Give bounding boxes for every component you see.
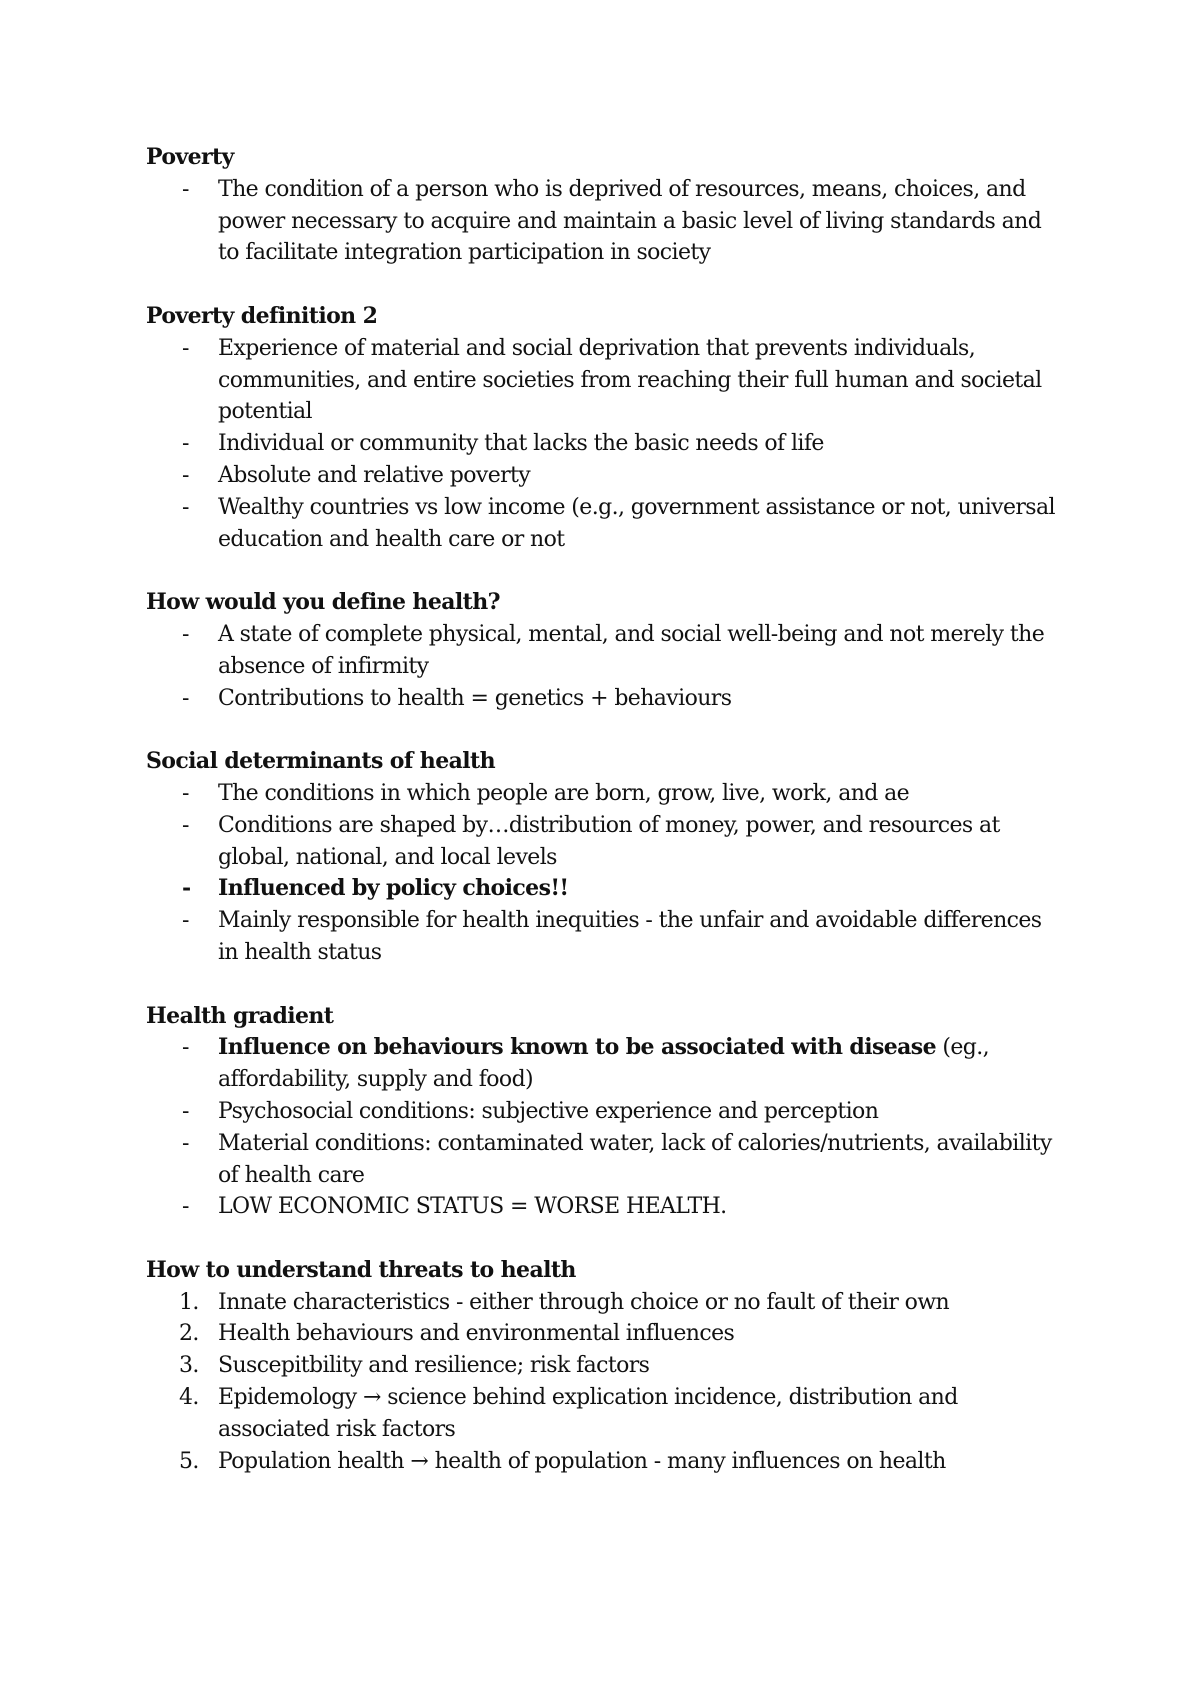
dash-marker: -	[182, 780, 189, 806]
item-bold-text: Influence on behaviours known to be associated with disease	[218, 1034, 936, 1061]
list-item-emphasis	[146, 873, 1066, 905]
list-item	[146, 905, 1066, 969]
list-item	[146, 1128, 1066, 1192]
item-text: Psychosocial conditions: subjective experience and perception	[218, 1098, 879, 1124]
list-item	[146, 333, 1066, 428]
item-text: Influenced by policy choices!!	[218, 875, 569, 902]
list-item	[146, 810, 1066, 874]
dash-marker: -	[182, 494, 189, 520]
numbered-item	[146, 1382, 1066, 1446]
item-text: LOW ECONOMIC STATUS = WORSE HEALTH.	[218, 1194, 727, 1220]
section-heading: Social determinants of health	[146, 748, 495, 775]
list-item	[146, 619, 1066, 683]
item-text: Population health → health of population - many influences on health	[218, 1448, 946, 1474]
number-marker: 2.	[179, 1321, 199, 1347]
list-item	[146, 683, 1066, 715]
item-text: Material conditions: contaminated water, lack of calories/nutrients, availability of health care	[218, 1130, 1052, 1188]
item-text: Individual or community that lacks the basic needs of life	[218, 431, 824, 457]
item-text: Conditions are shaped by…distribution of money, power, and resources at global, national, and local levels	[218, 812, 1000, 870]
item-text: (eg., affordability, supply and food)	[218, 1035, 990, 1093]
numbered-item	[146, 1287, 1066, 1319]
section-poverty	[146, 142, 1066, 269]
dash-marker: -	[182, 1098, 189, 1124]
dash-marker: -	[182, 875, 191, 902]
section-define-health	[146, 587, 1066, 714]
item-text: The condition of a person who is deprived of resources, means, choices, and power necessary to acquire and maintain a basic level of living standards and to facilitate integration participation in society	[218, 176, 1042, 266]
number-marker: 3.	[179, 1353, 199, 1379]
dash-marker: -	[182, 431, 189, 457]
list-item	[146, 1032, 1066, 1096]
list-item	[146, 1191, 1066, 1223]
dash-marker: -	[182, 462, 189, 488]
item-text: Health behaviours and environmental influences	[218, 1321, 735, 1347]
section-heading: How to understand threats to health	[146, 1256, 576, 1283]
item-text: Experience of material and social deprivation that prevents individuals, communities, and entire societies from reaching their full human and societal potential	[218, 335, 1042, 425]
item-text: Contributions to health = genetics + behaviours	[218, 685, 732, 711]
numbered-item	[146, 1350, 1066, 1382]
section-health-gradient	[146, 1001, 1066, 1224]
item-text: Absolute and relative poverty	[218, 462, 531, 488]
dash-marker: -	[182, 335, 189, 361]
section-threats-to-health	[146, 1255, 1066, 1478]
list-item	[146, 778, 1066, 810]
numbered-item	[146, 1318, 1066, 1350]
dash-marker: -	[182, 176, 189, 202]
number-marker: 5.	[179, 1448, 199, 1474]
section-social-determinants	[146, 746, 1066, 969]
dash-marker: -	[182, 685, 189, 711]
dash-marker: -	[182, 621, 189, 647]
item-text: The conditions in which people are born, grow, live, work, and ae	[218, 780, 910, 806]
list-item	[146, 492, 1066, 556]
item-text: Epidemology → science behind explication incidence, distribution and associated risk factors	[218, 1385, 958, 1442]
list-item	[146, 174, 1066, 269]
dash-marker: -	[182, 1130, 189, 1156]
number-marker: 1.	[179, 1289, 199, 1315]
section-heading: Poverty definition 2	[146, 302, 378, 329]
dash-marker: -	[182, 1194, 189, 1220]
list-item	[146, 428, 1066, 460]
item-text: A state of complete physical, mental, and social well-being and not merely the absence of infirmity	[218, 621, 1045, 679]
section-poverty-definition-2	[146, 301, 1066, 555]
list-item	[146, 1096, 1066, 1128]
section-heading: How would you define health?	[146, 589, 500, 616]
item-text: Mainly responsible for health inequities - the unfair and avoidable differences in health status	[218, 908, 1042, 965]
item-text: Suscepitbility and resilience; risk factors	[218, 1353, 650, 1379]
item-text: Innate characteristics - either through choice or no fault of their own	[218, 1289, 950, 1315]
section-heading: Poverty	[146, 144, 234, 170]
section-heading: Health gradient	[146, 1002, 334, 1029]
item-text: Wealthy countries vs low income (e.g., government assistance or not, universal education and health care or not	[218, 494, 1055, 552]
dash-marker: -	[182, 1035, 189, 1061]
number-marker: 4.	[179, 1385, 199, 1411]
notes-content	[146, 142, 1066, 1509]
dash-marker: -	[182, 908, 189, 934]
list-item	[146, 460, 1066, 492]
dash-marker: -	[182, 812, 189, 838]
numbered-item	[146, 1446, 1066, 1478]
